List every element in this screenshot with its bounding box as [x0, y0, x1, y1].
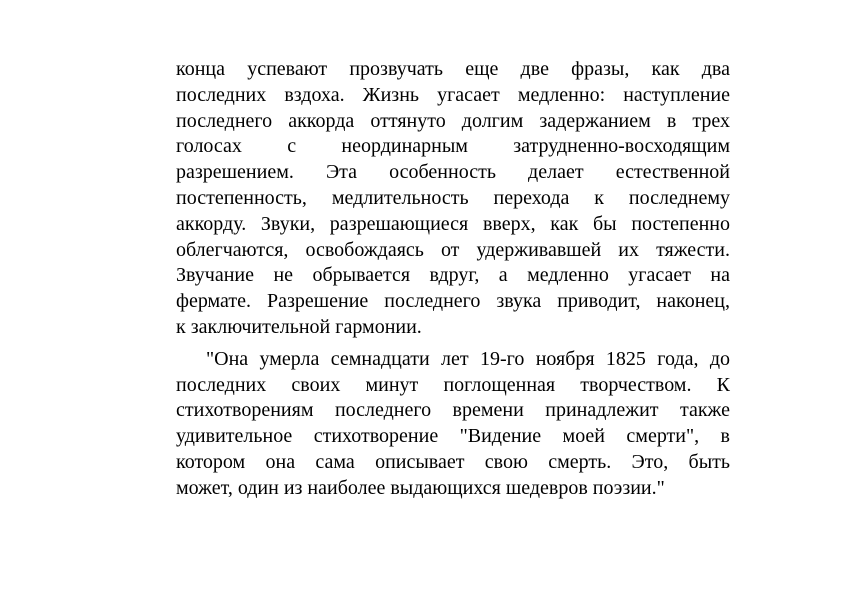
text-line: постепенность, медлительность перехода к последнему — [176, 186, 730, 209]
text-line: может, один из наиболее выдающихся шедевров поэзии." — [176, 476, 665, 499]
text-line: конца успевают прозвучать еще две фразы, как два — [176, 58, 730, 80]
text-line: к заключительной гармонии. — [176, 315, 422, 338]
text-line: "Она умерла семнадцати лет 19-го ноября 1825 года, до — [206, 347, 730, 370]
text-line: Звучание не обрывается вдруг, а медленно угасает на — [176, 264, 730, 287]
text-line: фермате. Разрешение последнего звука приводит, наконец, — [176, 290, 730, 313]
text-line: удивительное стихотворение "Видение моей смерти", в — [176, 425, 730, 448]
text-line: котором она сама описывает свою смерть. Это, быть — [176, 450, 730, 473]
text-line: последних вздоха. Жизнь угасает медленно: наступление — [176, 83, 730, 106]
text-line: разрешением. Эта особенность делает естественной — [176, 161, 730, 184]
paragraph-1 — [176, 57, 730, 341]
body-text — [176, 57, 730, 502]
text-line: облегчаются, освобождаясь от удерживавшей их тяжести. — [176, 238, 730, 261]
text-line: последних своих минут поглощенная творчеством. К — [176, 373, 730, 396]
paragraph-2 — [176, 347, 730, 502]
text-line: стихотворениям последнего времени принадлежит также — [176, 399, 730, 422]
text-line: голосах с неординарным затрудненно-восходящим — [176, 135, 730, 158]
text-line: аккорду. Звуки, разрешающиеся вверх, как бы постепенно — [176, 212, 730, 235]
text-line: последнего аккорда оттянуто долгим задержанием в трех — [176, 109, 730, 132]
